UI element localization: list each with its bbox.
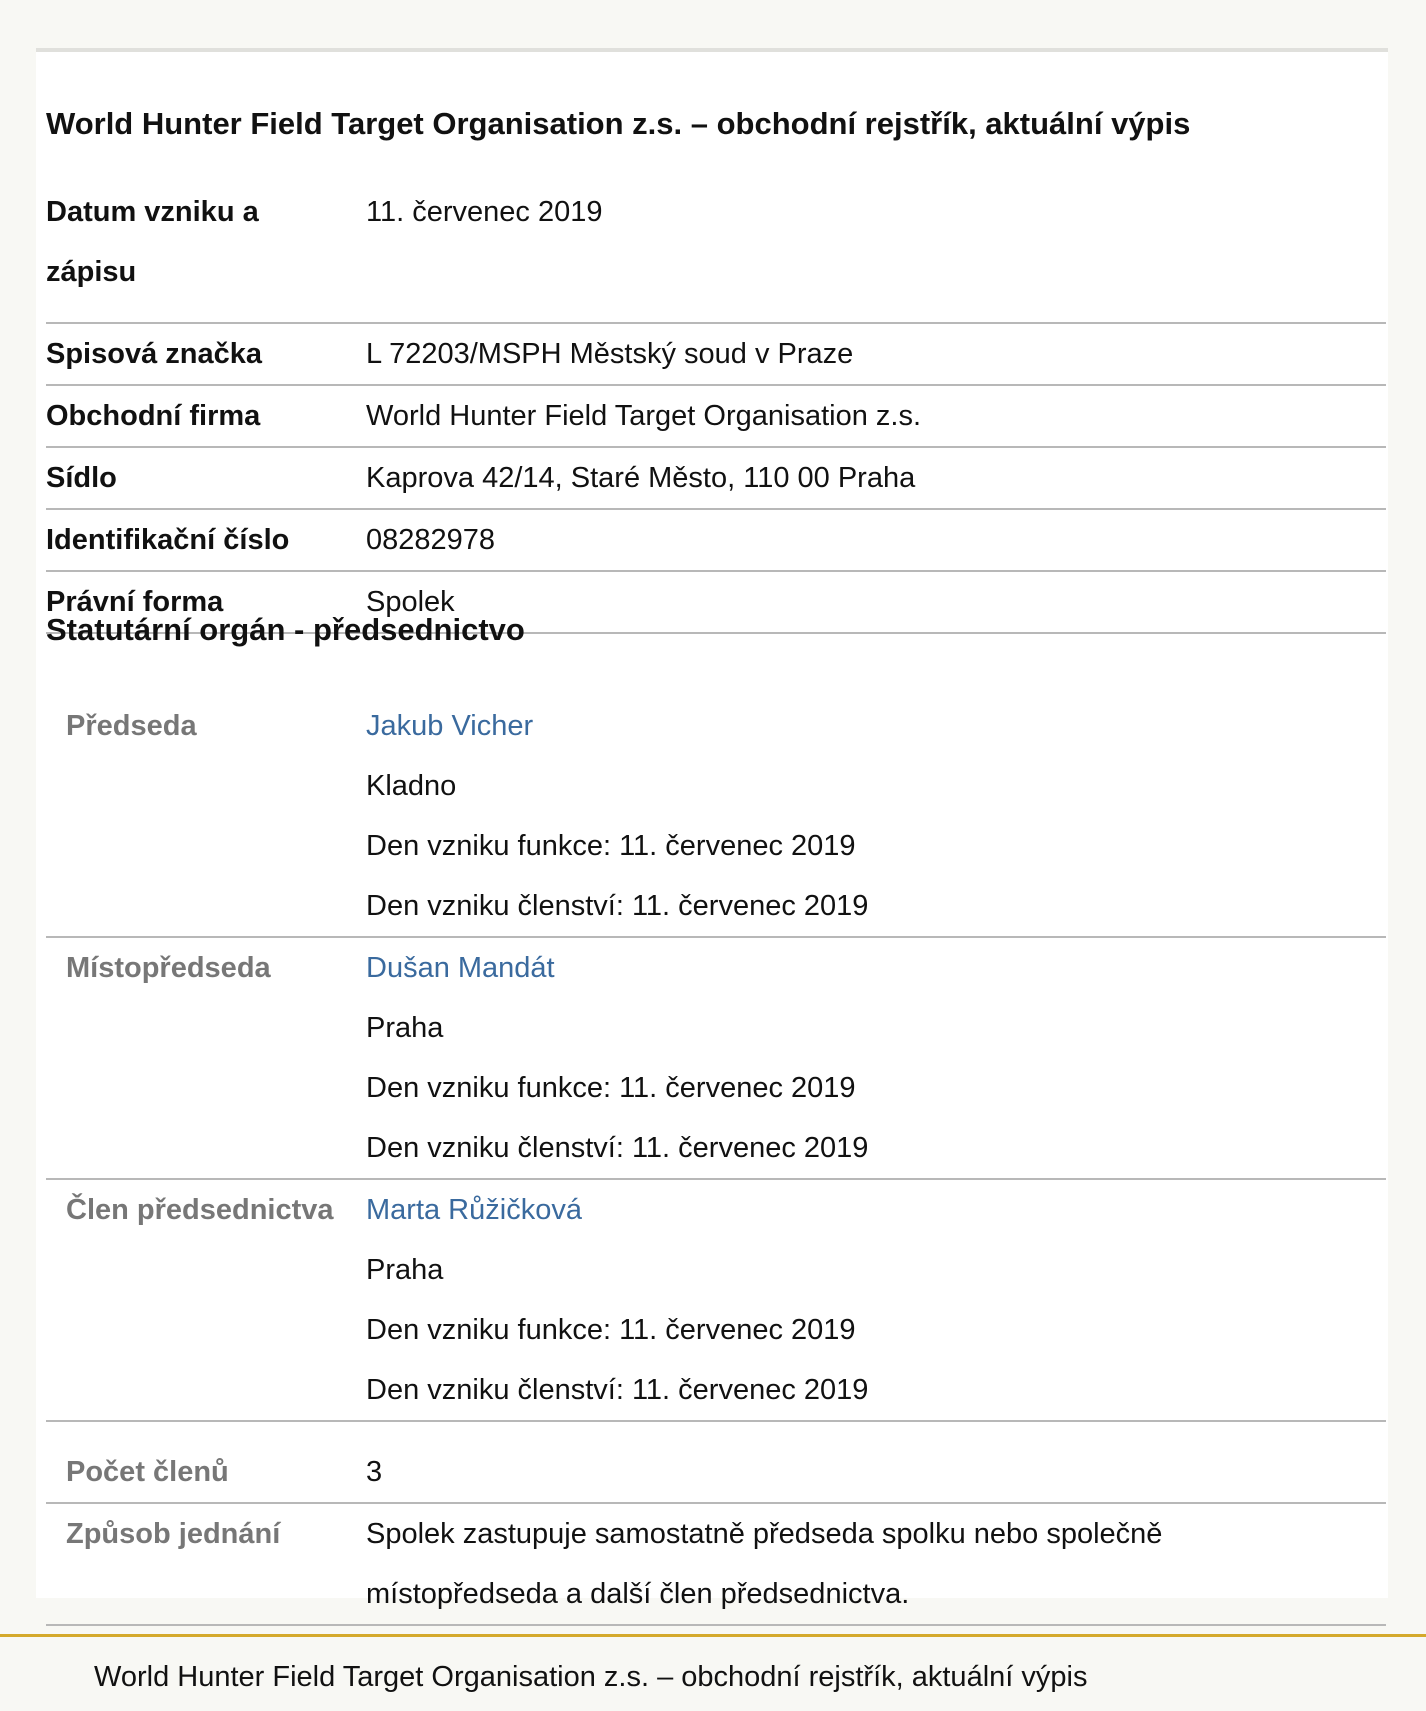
section-title-statutory: Statutární orgán - předsednictvo: [46, 612, 525, 647]
member-function-since: Den vzniku funkce: 11. červenec 2019: [366, 1072, 856, 1104]
field-row-founding-date: [46, 182, 1386, 324]
member-role: Místopředseda: [66, 952, 271, 984]
member-membership-since: Den vzniku členství: 11. červenec 2019: [366, 1374, 869, 1406]
field-label: Způsob jednání: [66, 1518, 281, 1550]
member-row-vice-chairman: [46, 938, 1386, 1180]
field-value: [366, 1504, 1376, 1624]
field-value: World Hunter Field Target Organisation z.s.: [366, 400, 922, 432]
field-value: L 72203/MSPH Městský soud v Praze: [366, 338, 854, 370]
field-label: Identifikační číslo: [46, 524, 290, 556]
field-label: Obchodní firma: [46, 400, 261, 432]
footer-text: World Hunter Field Target Organisation z.s. – obchodní rejstřík, aktuální výpis: [94, 1661, 1088, 1693]
page-title: World Hunter Field Target Organisation z.s. – obchodní rejstřík, aktuální výpis: [46, 106, 1191, 141]
member-city: Praha: [366, 1012, 444, 1044]
field-row-file-number: [46, 324, 1386, 386]
field-value: Spolek: [366, 586, 455, 618]
member-details: [366, 696, 1376, 936]
member-membership-since: Den vzniku členství: 11. červenec 2019: [366, 1132, 869, 1164]
field-row-conduct: [46, 1504, 1386, 1626]
field-label: Datum vzniku a zápisu: [46, 196, 259, 288]
field-row-id-number: [46, 510, 1386, 572]
member-membership-since: Den vzniku členství: 11. červenec 2019: [366, 890, 869, 922]
field-value: Kaprova 42/14, Staré Město, 110 00 Praha: [366, 462, 916, 494]
member-city: Praha: [366, 1254, 444, 1286]
member-role: Předseda: [66, 710, 197, 742]
field-value: 08282978: [366, 524, 496, 556]
register-card: [36, 48, 1388, 1610]
member-details: [366, 1180, 1376, 1420]
member-row-chairman: [46, 696, 1386, 938]
conduct-text-line: místopředseda a další člen předsednictva.: [366, 1578, 910, 1610]
field-label: Spisová značka: [46, 338, 262, 370]
field-label: Právní forma: [46, 586, 224, 618]
field-row-member-count: [46, 1422, 1386, 1504]
member-role: Člen předsednictva: [66, 1194, 334, 1226]
field-label: Počet členů: [66, 1456, 229, 1488]
member-details: [366, 938, 1376, 1178]
member-row-board-member: [46, 1180, 1386, 1422]
member-name-link[interactable]: Jakub Vicher: [366, 710, 534, 742]
conduct-text-line: Spolek zastupuje samostatně předseda spolku nebo společně: [366, 1518, 1163, 1550]
page-footer: [0, 1634, 1426, 1711]
field-value: 11. červenec 2019: [366, 196, 603, 228]
member-name-link[interactable]: Marta Růžičková: [366, 1194, 582, 1226]
field-value: 3: [366, 1456, 383, 1488]
member-function-since: Den vzniku funkce: 11. červenec 2019: [366, 1314, 856, 1346]
field-row-address: [46, 448, 1386, 510]
member-function-since: Den vzniku funkce: 11. červenec 2019: [366, 830, 856, 862]
member-city: Kladno: [366, 770, 457, 802]
field-label: Sídlo: [46, 462, 117, 494]
field-row-company-name: [46, 386, 1386, 448]
member-name-link[interactable]: Dušan Mandát: [366, 952, 555, 984]
